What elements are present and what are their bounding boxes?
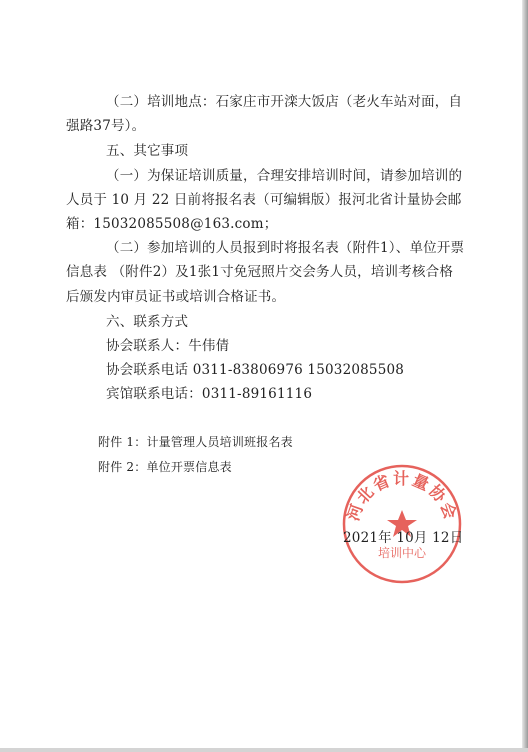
text-line-6: 箱：15032085508@163.com； — [66, 216, 278, 232]
attachment-1: 附件 1：计量管理人员培训班报名表 — [98, 435, 293, 449]
text-line-5: 人员于 10 月 22 日前将报名表（可编辑版）报河北省计量协会邮 — [66, 192, 462, 208]
text-line-9: 后颁发内审员证书或培训合格证书。 — [66, 289, 286, 305]
section-heading-6: 六、联系方式 — [106, 314, 189, 330]
text-line-1: （二）培训地点：石家庄市开滦大饭店（老火车站对面，自 — [106, 94, 463, 110]
section-heading-5: 五、其它事项 — [106, 143, 189, 159]
seal-sub-text: 培训中心 — [377, 546, 427, 560]
text-line-8: 信息表 （附件2）及1张1寸免冠照片交会务人员，培训考核合格 — [66, 264, 454, 280]
text-line-7: （二）参加培训的人员报到时将报名表（附件1）、单位开票 — [106, 240, 465, 256]
official-seal — [340, 462, 464, 586]
contact-person: 协会联系人：牛伟倩 — [106, 338, 230, 354]
text-line-2: 强路37号）。 — [66, 118, 146, 134]
page-edge-shadow — [522, 0, 528, 752]
association-phone: 协会联系电话 0311-83806976 15032085508 — [106, 362, 405, 378]
page-bottom-edge — [0, 748, 528, 752]
attachment-2: 附件 2：单位开票信息表 — [98, 460, 232, 474]
hotel-phone: 宾馆联系电话：0311-89161116 — [106, 386, 313, 402]
document-date: 2021年 10月 12日 — [343, 530, 464, 546]
text-line-4: （一）为保证培训质量，合理安排培训时间，请参加培训的 — [106, 168, 463, 184]
seal-text: 河北省计量协会 — [343, 469, 461, 524]
